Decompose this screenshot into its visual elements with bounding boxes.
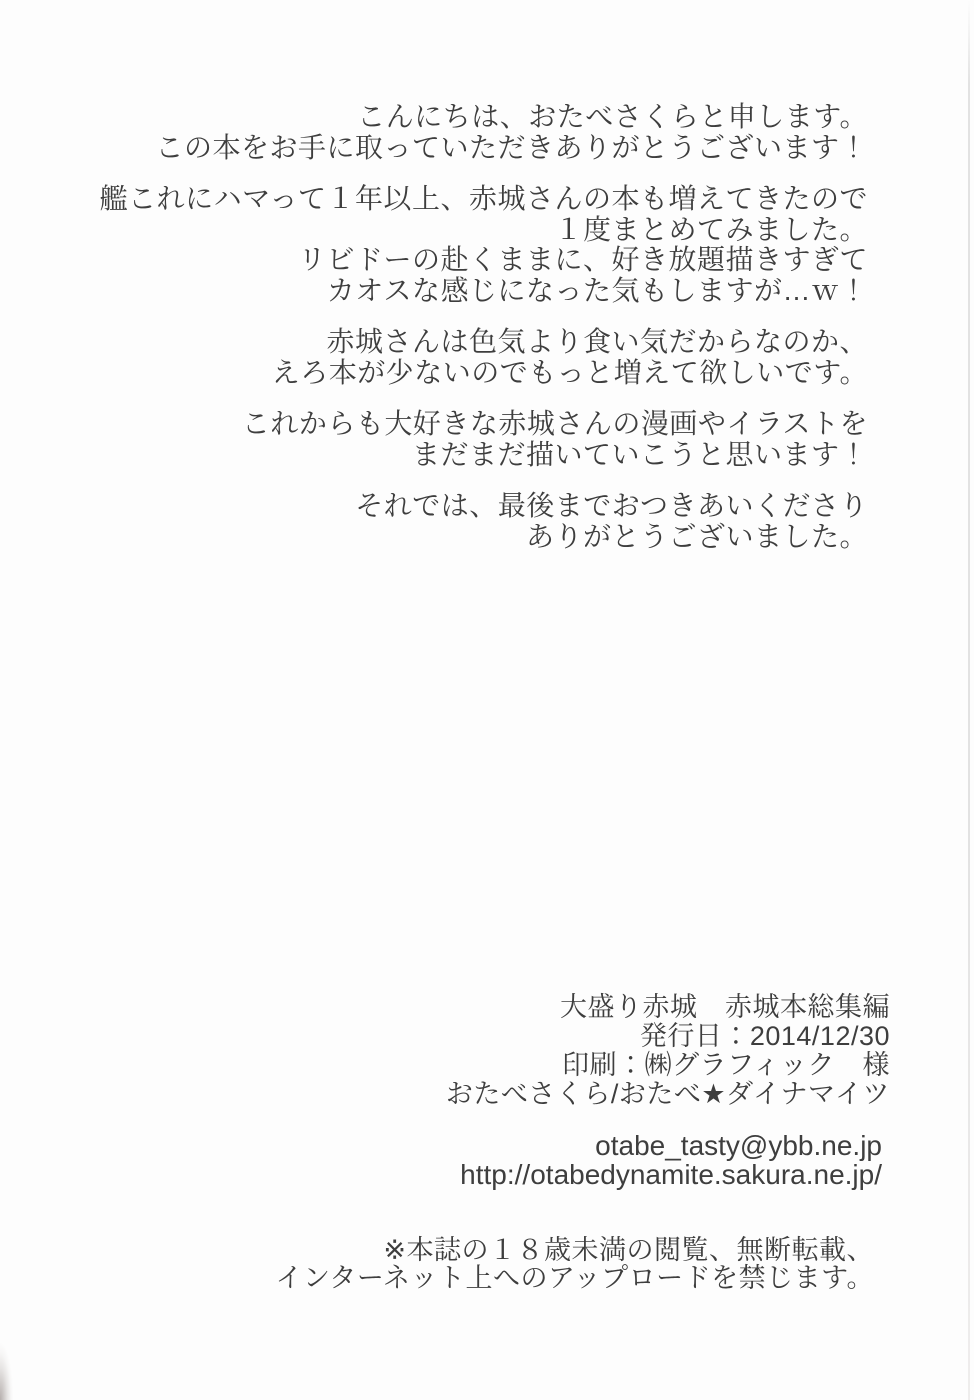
afterword-paragraph-greeting	[100, 102, 868, 163]
scan-edge-artifact	[968, 0, 970, 1400]
text-line: これからも大好きな赤城さんの漫画やイラストを	[241, 408, 868, 439]
text-line: リビドーの赴くままに、好き放題描きすぎて	[297, 244, 868, 275]
afterword-paragraph-thanks	[100, 491, 868, 552]
book-title: 大盛り赤城 赤城本総集編	[560, 992, 890, 1022]
website-url: http://otabedynamite.sakura.ne.jp/	[460, 1159, 882, 1190]
scan-smudge-artifact	[0, 1320, 14, 1400]
text-line: それでは、最後までおつきあいくださり	[355, 490, 868, 521]
text-line: えろ本が少ないのでもっと増えて欲しいです。	[271, 356, 868, 388]
text-line: こんにちは、おたべさくらと申します。	[357, 101, 868, 132]
contact-info	[460, 1131, 882, 1189]
text-line: まだまだ描いていこうと思います！	[411, 438, 868, 470]
afterword-text	[100, 102, 868, 552]
notice-line: インターネット上へのアップロードを禁じます。	[275, 1263, 874, 1293]
email-address: otabe_tasty@ybb.ne.jp	[595, 1130, 882, 1161]
text-line: カオスな感じになった気もしますが…ｗ！	[326, 274, 868, 306]
age-restriction-notice	[275, 1236, 874, 1292]
printer-credit: 印刷：㈱グラフィック 様	[562, 1050, 890, 1080]
text-line: この本をお手に取っていただきありがとうございます！	[155, 131, 868, 163]
text-line: １度まとめてみました。	[554, 213, 868, 245]
text-line: 赤城さんは色気より食い気だからなのか、	[326, 326, 868, 357]
text-line: ありがとうございました。	[525, 520, 868, 552]
afterword-paragraph-kancolle	[100, 184, 868, 306]
issue-date: 発行日：2014/12/30	[639, 1021, 890, 1051]
afterword-paragraph-future	[100, 409, 868, 470]
circle-author-credit: おたべさくら/おたべ★ダイナマイツ	[445, 1079, 890, 1109]
notice-line: ※本誌の１８歳未満の閲覧、無断転載、	[383, 1235, 874, 1265]
text-line: 艦これにハマって１年以上、赤城さんの本も増えてきたので	[99, 183, 868, 214]
afterword-paragraph-akagi	[100, 327, 868, 388]
colophon	[446, 993, 890, 1109]
